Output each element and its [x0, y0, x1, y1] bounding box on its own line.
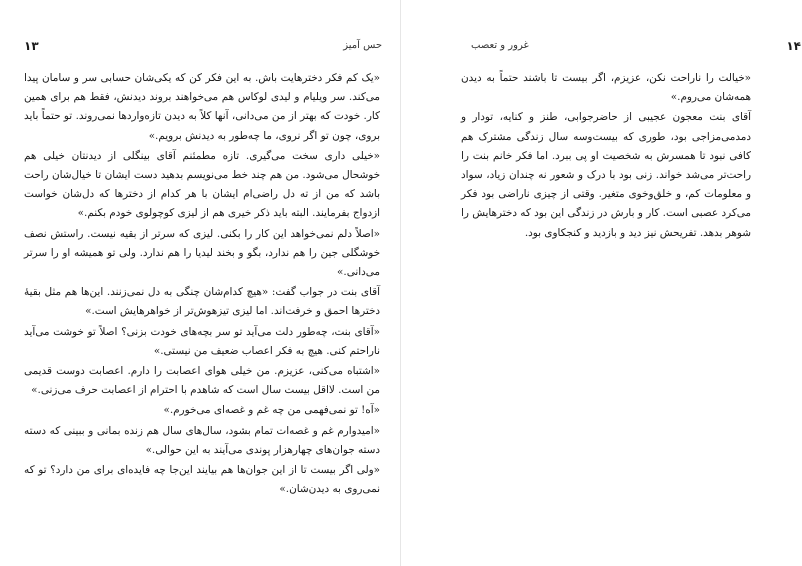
- paragraph: «اصلاً دلم نمی‌خواهد این کار را بکنی. لیزی که سرتر از بقیه نیست. راستش نصف خوشگلی جین را هم ندارد، بگو و بخند لیدیا را هم ندارد. ولی تو همیشه او را سرتر می‌دانی.»: [24, 227, 380, 279]
- paragraph: «یک کم فکر دخترهایت باش. به این فکر کن که یکی‌شان حسابی سر و سامان پیدا می‌کند. سر ویلیام و لیدی لوکاس هم می‌خواهند بروند دیدنش، فقط هم برای همین کار. خودت که بهتر از من می‌دانی، آنها کلاً به دیدن تازه‌واردها نمی‌روند. تو حتماً باید بروی، چون تو اگر نروی، ما چه‌طور به دیدنش برویم.»: [24, 72, 380, 142]
- running-title-left: حس آمیز: [343, 40, 382, 51]
- paragraph: «اشتباه می‌کنی، عزیزم. من خیلی هوای اعصابت را دارم. اعصابت دوست قدیمی من است. لااقل بیست سال است که شاهدم با احترام از اعصابت حرف می‌زنی.»: [24, 365, 380, 397]
- page-number-left: ۱۳: [24, 39, 39, 53]
- paragraph: آقای بنت معجون عجیبی از حاضرجوابی، طنز و کنایه، تودار و دمدمی‌مزاجی بود، طوری که بیست‌وسه سال زندگی مشترک هم کافی نبود تا همسرش به شخصیت او پی ببرد. اما فکر خانم بنت را راحت‌تر می‌شد خواند. زنی بود با درک و شعور نه چندان زیاد، سواد و معلومات کم، و خلق‌وخوی متغیر. وقتی از چیزی ناراضی بود فکر می‌کرد عصبی است. کار و بارش در زندگی این بود که دخترهایش را شوهر بدهد. تفریحش نیز دید و بازدید و کنجکاوی بود.: [461, 111, 751, 239]
- right-page-body: [461, 69, 751, 243]
- running-title-right: غرور و تعصب: [471, 40, 529, 51]
- paragraph: «آقای بنت، چه‌طور دلت می‌آید تو سر بچه‌های خودت بزنی؟ اصلاً تو خوشت می‌آید ناراحتم کنی. هیچ به فکر اعصاب ضعیف من نیستی.»: [24, 325, 380, 357]
- right-page: [401, 0, 802, 566]
- paragraph: «ولی اگر بیست تا از این جوان‌ها هم بیایند این‌جا چه فایده‌ای برای من دارد؟ تو که نمی‌روی به دیدن‌شان.»: [24, 464, 380, 496]
- paragraph: «خیالت را ناراحت نکن، عزیزم، اگر بیست تا باشند حتماً به دیدن همه‌شان می‌روم.»: [461, 72, 751, 104]
- page-number-right: ۱۴: [786, 39, 801, 53]
- paragraph: آقای بنت در جواب گفت: «هیچ کدام‌شان چنگی به دل نمی‌زنند. این‌ها هم مثل بقیهٔ دخترها احمق و خرفت‌اند. اما لیزی تیزهوش‌تر از خواهرهایش است.»: [24, 286, 380, 318]
- paragraph: «خیلی داری سخت می‌گیری. تازه مطمئنم آقای بینگلی از دیدنتان خیلی هم خوشحال می‌شود. من هم چند خط می‌نویسم بدهید دست ایشان تا خیال‌شان راحت باشد که من از ته دل راضی‌ام ایشان با هر کدام از دخترها که دل‌شان خواست ازدواج بفرمایند. البته باید ذکر خیری هم از لیزی کوچولوی خودم بکنم.»: [24, 149, 380, 220]
- left-page-header: [24, 38, 382, 54]
- right-page-header: [471, 38, 801, 54]
- left-page-body: [24, 69, 380, 499]
- paragraph: «امیدوارم غم و غصه‌ات تمام بشود، سال‌های سال هم زنده بمانی و ببینی که دسته دسته جوان‌های چهارهزار پوندی می‌آیند به این حوالی.»: [24, 424, 380, 456]
- paragraph: «آه! تو نمی‌فهمی من چه غم و غصه‌ای می‌خورم.»: [163, 404, 380, 417]
